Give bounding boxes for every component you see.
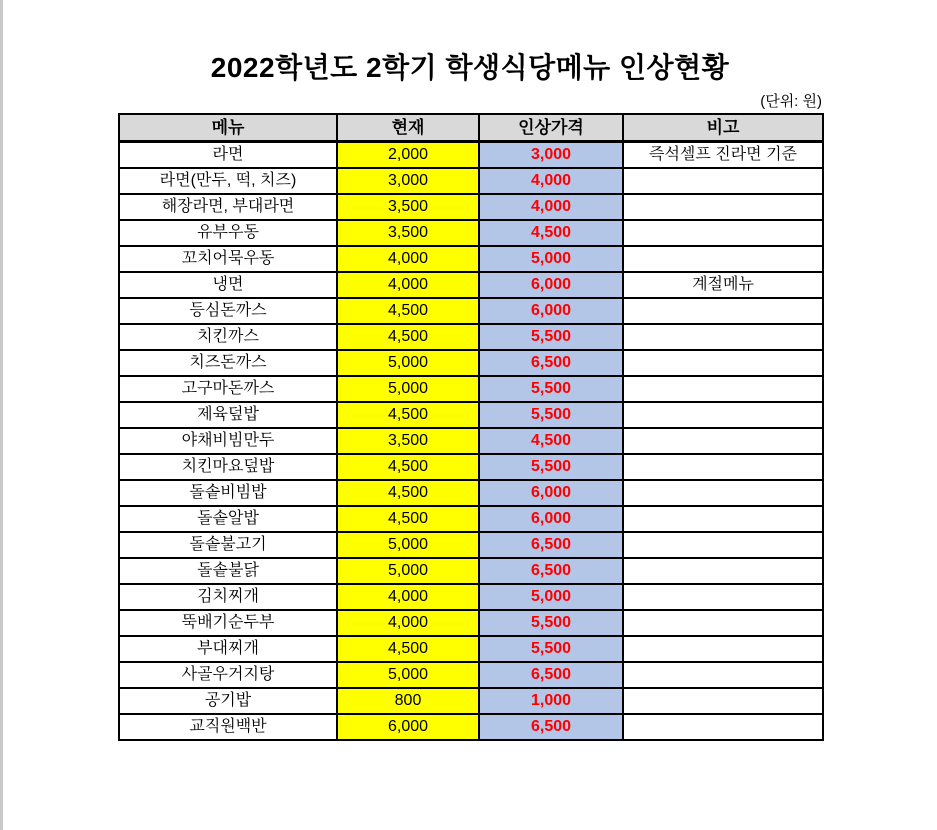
menu-cell: 돌솥비빔밥 [119,480,337,506]
table-row [119,350,823,376]
menu-cell: 사골우거지탕 [119,662,337,688]
table-row [119,662,823,688]
note-cell [623,402,823,428]
unit-label: (단위: 원) [760,93,822,111]
table-row [119,246,823,272]
note-cell [623,324,823,350]
raised-price-cell: 4,000 [479,168,623,194]
note-cell [623,454,823,480]
current-price-cell: 3,500 [337,428,479,454]
menu-cell: 라면(만두, 떡, 치즈) [119,168,337,194]
note-cell [623,298,823,324]
table-row [119,324,823,350]
menu-cell: 돌솥알밥 [119,506,337,532]
current-price-cell: 4,500 [337,324,479,350]
note-cell [623,610,823,636]
current-price-cell: 3,500 [337,194,479,220]
raised-price-cell: 4,500 [479,220,623,246]
menu-cell: 해장라면, 부대라면 [119,194,337,220]
current-price-cell: 4,500 [337,454,479,480]
page-title: 2022학년도 2학기 학생식당메뉴 인상현황 [210,52,730,83]
raised-price-cell: 5,000 [479,246,623,272]
column-header-menu: 메뉴 [119,114,337,142]
raised-price-cell: 6,500 [479,558,623,584]
table-row [119,454,823,480]
table-row [119,480,823,506]
current-price-cell: 800 [337,688,479,714]
menu-cell: 고구마돈까스 [119,376,337,402]
raised-price-cell: 5,500 [479,610,623,636]
raised-price-cell: 6,500 [479,714,623,740]
raised-price-cell: 5,500 [479,454,623,480]
window-left-edge [0,0,3,830]
current-price-cell: 2,000 [337,141,479,168]
current-price-cell: 4,500 [337,402,479,428]
menu-cell: 냉면 [119,272,337,298]
note-cell: 계절메뉴 [623,272,823,298]
raised-price-cell: 6,000 [479,506,623,532]
table-row [119,220,823,246]
raised-price-cell: 6,500 [479,532,623,558]
table-row [119,298,823,324]
raised-price-cell: 6,500 [479,350,623,376]
note-cell [623,428,823,454]
menu-cell: 유부우동 [119,220,337,246]
table-row [119,376,823,402]
menu-cell: 치즈돈까스 [119,350,337,376]
current-price-cell: 4,000 [337,610,479,636]
note-cell [623,480,823,506]
raised-price-cell: 5,500 [479,376,623,402]
menu-cell: 치킨마요덮밥 [119,454,337,480]
raised-price-cell: 6,000 [479,298,623,324]
current-price-cell: 6,000 [337,714,479,740]
note-cell [623,350,823,376]
table-row [119,610,823,636]
current-price-cell: 4,000 [337,246,479,272]
table-row [119,402,823,428]
column-header-note: 비고 [623,114,823,142]
table-row [119,141,823,168]
note-cell [623,584,823,610]
menu-cell: 돌솥불닭 [119,558,337,584]
menu-cell: 김치찌개 [119,584,337,610]
table-header-row [119,114,823,142]
current-price-cell: 4,500 [337,480,479,506]
current-price-cell: 3,500 [337,220,479,246]
note-cell [623,558,823,584]
raised-price-cell: 5,000 [479,584,623,610]
note-cell [623,714,823,740]
raised-price-cell: 6,000 [479,272,623,298]
table-row [119,558,823,584]
menu-price-table [118,113,824,741]
table-row [119,584,823,610]
note-cell [623,220,823,246]
current-price-cell: 4,000 [337,584,479,610]
menu-cell: 꼬치어묵우동 [119,246,337,272]
note-cell [623,532,823,558]
current-price-cell: 3,000 [337,168,479,194]
table-row [119,428,823,454]
note-cell [623,506,823,532]
raised-price-cell: 5,500 [479,636,623,662]
note-cell [623,194,823,220]
raised-price-cell: 5,500 [479,402,623,428]
current-price-cell: 5,000 [337,532,479,558]
raised-price-cell: 5,500 [479,324,623,350]
note-cell [623,246,823,272]
note-cell [623,662,823,688]
table-row [119,636,823,662]
menu-cell: 공기밥 [119,688,337,714]
column-header-raised-price: 인상가격 [479,114,623,142]
raised-price-cell: 6,500 [479,662,623,688]
menu-cell: 돌솥불고기 [119,532,337,558]
menu-cell: 라면 [119,141,337,168]
table-row [119,688,823,714]
raised-price-cell: 6,000 [479,480,623,506]
table-row [119,194,823,220]
document-page [118,0,822,741]
raised-price-cell: 3,000 [479,141,623,168]
current-price-cell: 5,000 [337,350,479,376]
note-cell [623,168,823,194]
current-price-cell: 4,500 [337,298,479,324]
note-cell [623,688,823,714]
raised-price-cell: 4,500 [479,428,623,454]
table-row [119,168,823,194]
menu-cell: 부대찌개 [119,636,337,662]
current-price-cell: 4,500 [337,506,479,532]
note-cell: 즉석셀프 진라면 기준 [623,141,823,168]
column-header-current: 현재 [337,114,479,142]
current-price-cell: 5,000 [337,376,479,402]
note-cell [623,376,823,402]
menu-cell: 뚝배기순두부 [119,610,337,636]
current-price-cell: 5,000 [337,558,479,584]
current-price-cell: 5,000 [337,662,479,688]
menu-table-body [119,141,823,740]
table-row [119,272,823,298]
note-cell [623,636,823,662]
menu-cell: 치킨까스 [119,324,337,350]
current-price-cell: 4,000 [337,272,479,298]
table-row [119,714,823,740]
menu-cell: 등심돈까스 [119,298,337,324]
raised-price-cell: 4,000 [479,194,623,220]
current-price-cell: 4,500 [337,636,479,662]
raised-price-cell: 1,000 [479,688,623,714]
menu-cell: 제육덮밥 [119,402,337,428]
table-row [119,532,823,558]
table-row [119,506,823,532]
menu-cell: 야채비빔만두 [119,428,337,454]
menu-cell: 교직원백반 [119,714,337,740]
